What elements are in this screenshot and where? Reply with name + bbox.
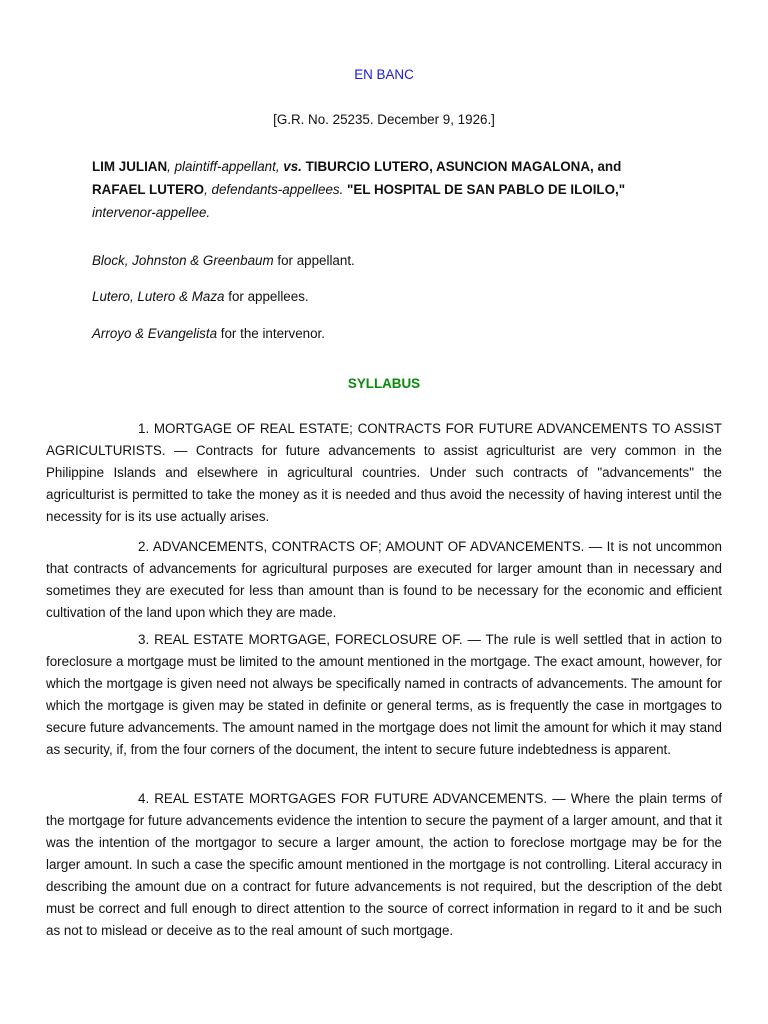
syllabus-item-number: 3. xyxy=(138,632,150,647)
syllabus-item-number: 1. xyxy=(138,421,150,436)
plaintiff-name: LIM JULIAN xyxy=(92,159,168,174)
case-number-text: [G.R. No. 25235. December 9, 1926.] xyxy=(273,112,495,127)
syllabus-item-2 xyxy=(46,536,722,624)
division-text: EN BANC xyxy=(354,67,414,82)
defendants-line-2: RAFAEL LUTERO xyxy=(92,182,205,197)
defendants-line-1: TIBURCIO LUTERO, ASUNCION MAGALONA, and xyxy=(301,159,622,174)
syllabus-item-text: MORTGAGE OF REAL ESTATE; CONTRACTS FOR FUTURE ADVANCEMENTS TO ASSIST AGRICULTURISTS. — Contracts for future advancements to assist agriculturist are very common in the Philippine Islands and elsewhere in agricultural countries. Under such contracts of "advancements" the agriculturist is permitted to take the money as it is needed and thus avoid the necessity of having interest until the necessity for is its use actually arises. xyxy=(46,421,722,524)
syllabus-item-number: 2. xyxy=(138,539,150,554)
intervenor-name: "EL HOSPITAL DE SAN PABLO DE ILOILO," xyxy=(347,182,626,197)
counsel-firm: Arroyo & Evangelista xyxy=(92,326,218,341)
case-caption xyxy=(92,155,672,224)
defendants-role: , defendants-appellees. xyxy=(204,182,348,197)
syllabus-title-text: SYLLABUS xyxy=(347,376,421,391)
syllabus-item-text: ADVANCEMENTS, CONTRACTS OF; AMOUNT OF ADVANCEMENTS. — It is not uncommon that contracts of advancements for agricultural purposes are executed for larger amount than in necessary and sometimes they are executed for less than amount than is found to be necessary for the economic and efficient cultivation of the land upon which they are made. xyxy=(46,539,722,620)
division-heading xyxy=(0,67,768,82)
syllabus-item-number: 4. xyxy=(138,791,150,806)
plaintiff-role: , plaintiff-appellant, xyxy=(167,159,284,174)
versus-text: vs. xyxy=(283,159,302,174)
counsel-line-appellees xyxy=(92,289,692,304)
syllabus-item-1 xyxy=(46,418,722,528)
counsel-line-appellant xyxy=(92,253,692,268)
counsel-role: for the intervenor. xyxy=(217,326,325,341)
syllabus-item-text: REAL ESTATE MORTGAGES FOR FUTURE ADVANCEMENTS. — Where the plain terms of the mortgage for future advancements evidence the intention to secure the payment of a larger amount, and that it was the intention of the mortgagor to secure a larger amount, the action to foreclose mortgage may be for the larger amount. In such a case the specific amount mentioned in the mortgage is not controlling. Literal accuracy in describing the amount due on a contract for future advancements is not required, but the description of the debt must be correct and full enough to direct attention to the source of correct information in regard to it and be such as not to mislead or deceive as to the real amount of such mortgage. xyxy=(46,791,722,938)
counsel-line-intervenor xyxy=(92,326,692,341)
counsel-firm: Lutero, Lutero & Maza xyxy=(92,289,225,304)
intervenor-role: intervenor-appellee. xyxy=(92,205,211,220)
syllabus-heading xyxy=(0,376,768,391)
counsel-role: for appellees. xyxy=(224,289,309,304)
syllabus-item-3 xyxy=(46,629,722,761)
counsel-firm: Block, Johnston & Greenbaum xyxy=(92,253,274,268)
case-number-line xyxy=(0,112,768,127)
syllabus-item-text: REAL ESTATE MORTGAGE, FORECLOSURE OF. — The rule is well settled that in action to foreclosure a mortgage must be limited to the amount mentioned in the mortgage. The exact amount, however, for which the mortgage is given need not always be specifically named in contracts of advancements. The amount for which the mortgage is given may be stated in definite or general terms, as is frequently the case in mortgages to secure future advancements. The amount named in the mortgage does not limit the amount for which it may stand as security, if, from the four corners of the document, the intent to secure future indebtedness is apparent. xyxy=(46,632,722,757)
counsel-role: for appellant. xyxy=(273,253,355,268)
syllabus-item-4 xyxy=(46,788,722,942)
